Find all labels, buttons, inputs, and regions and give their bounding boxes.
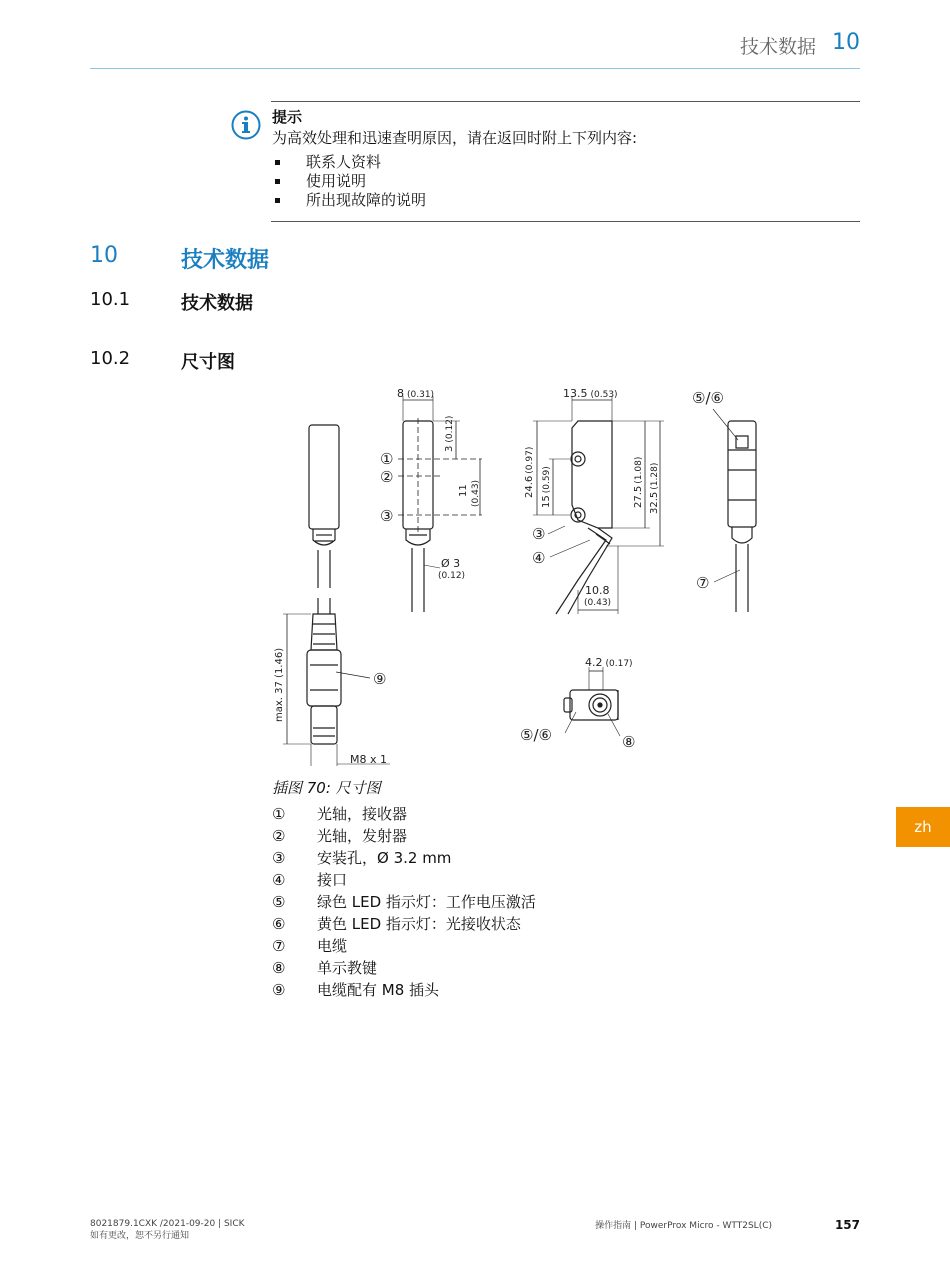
dim-label: 8 (397, 387, 404, 400)
svg-text:13.5(0.53) (563, 387, 618, 400)
note-top-rule (271, 101, 860, 102)
dim-inch-label: (0.17) (605, 659, 633, 669)
dim-inch-label: (0.43) (584, 598, 612, 608)
note-list (272, 153, 426, 210)
dimension-drawing (0, 380, 950, 775)
legend-item: ⑧ 单示教键 (272, 959, 378, 977)
legend-item: ② 光轴，发射器 (272, 827, 408, 845)
svg-text:27.5(1.08) (633, 457, 644, 508)
section-number: 10 (90, 243, 118, 268)
subsection-title: 技术数据 (181, 293, 253, 314)
sensor-rear-view (728, 421, 756, 612)
dim-inch-label: (0.97) (525, 446, 535, 474)
dim-label: 27.5 (633, 485, 644, 508)
dim-inch-label: (1.08) (634, 456, 644, 484)
callout-2: ② (380, 468, 394, 486)
legend-item: ⑨ 电缆配有 M8 插头 (272, 981, 440, 999)
callout-1: ① (380, 450, 394, 468)
dim-label: 24.6 (524, 475, 535, 498)
dim-label: max. 37 (1.46) (274, 647, 285, 722)
dim-label: 15 (541, 495, 552, 508)
list-item: 使用说明 (272, 172, 426, 191)
note-title: 提示 (272, 108, 303, 126)
note-bottom-rule (271, 221, 860, 222)
callout-9: ⑨ (373, 670, 387, 688)
figure-caption: 插图 70: 尺寸图 (272, 779, 381, 797)
dim-label: 11 (458, 484, 469, 497)
callout-7: ⑦ (696, 574, 710, 592)
footer-doc-number: 8021879.1CXK /2021-09-20 | SICK (90, 1219, 245, 1229)
figure-legend (272, 803, 536, 1001)
dim-label: 3 (444, 445, 455, 452)
list-item: 联系人资料 (272, 153, 426, 172)
subsection-number: 10.1 (90, 289, 131, 310)
legend-item: ⑦ 电缆 (272, 937, 348, 955)
subsection-number: 10.2 (90, 348, 131, 369)
sensor-top-view (564, 690, 618, 720)
callout-3: ③ (532, 525, 546, 543)
callout-5-6: ⑤/⑥ (520, 726, 552, 744)
page-number: 157 (834, 1218, 860, 1232)
subsection-title: 尺寸图 (181, 352, 235, 373)
legend-item: ⑤ 绿色 LED 指示灯：工作电压激活 (272, 893, 536, 911)
dim-label: M8 x 1 (350, 753, 387, 766)
legend-item: ① 光轴，接收器 (272, 805, 408, 823)
legend-item: ⑥ 黄色 LED 指示灯：光接收状态 (272, 915, 521, 933)
dim-inch-label: (0.12) (445, 415, 455, 443)
dim-inch-label: (0.59) (542, 466, 552, 494)
svg-text:8(0.31) (397, 387, 434, 400)
dim-label: Ø 3 (441, 557, 461, 570)
svg-text:4.2(0.17) (585, 656, 633, 669)
list-item: 所出现故障的说明 (272, 191, 426, 210)
dim-inch-label: (0.53) (590, 390, 618, 400)
legend-item: ④ 接口 (272, 871, 348, 889)
legend-item: ③ 安装孔，Ø 3.2 mm (272, 849, 452, 867)
footer-product: 操作指南 | PowerProx Micro - WTT2SL(C) (595, 1221, 772, 1231)
dim-label: 13.5 (563, 387, 588, 400)
section-title: 技术数据 (181, 248, 270, 273)
dim-inch-label: (0.12) (438, 571, 466, 581)
header-divider (90, 68, 860, 69)
dim-inch-label: (0.31) (407, 390, 435, 400)
sensor-front-view-with-cable (307, 425, 341, 744)
callout-3: ③ (380, 507, 394, 525)
footer-doc-info (90, 1218, 245, 1242)
svg-text:3(0.12) (444, 416, 455, 452)
dim-inch-label: (1.28) (650, 462, 660, 490)
note-text: 为高效处理和迅速查明原因，请在返回时附上下列内容: (272, 129, 638, 147)
svg-text:32.5(1.28) (649, 463, 660, 514)
svg-text:15(0.59) (541, 466, 552, 508)
callout-4: ④ (532, 549, 546, 567)
callout-8: ⑧ (622, 733, 636, 751)
running-header-chapter: 10 (832, 30, 860, 55)
sensor-front-view-optics (398, 415, 482, 612)
svg-text:24.6(0.97) (524, 447, 535, 498)
dim-label: 32.5 (649, 491, 660, 514)
running-header-title: 技术数据 (739, 36, 816, 58)
info-icon (231, 110, 261, 140)
callout-5-6: ⑤/⑥ (692, 389, 724, 407)
dim-label: 4.2 (585, 656, 603, 669)
dim-label: 10.8 (585, 584, 610, 597)
footer-notice: 如有更改，恕不另行通知 (90, 1231, 190, 1241)
dim-inch-label: (0.43) (471, 479, 481, 507)
language-tab[interactable]: zh (896, 807, 950, 847)
